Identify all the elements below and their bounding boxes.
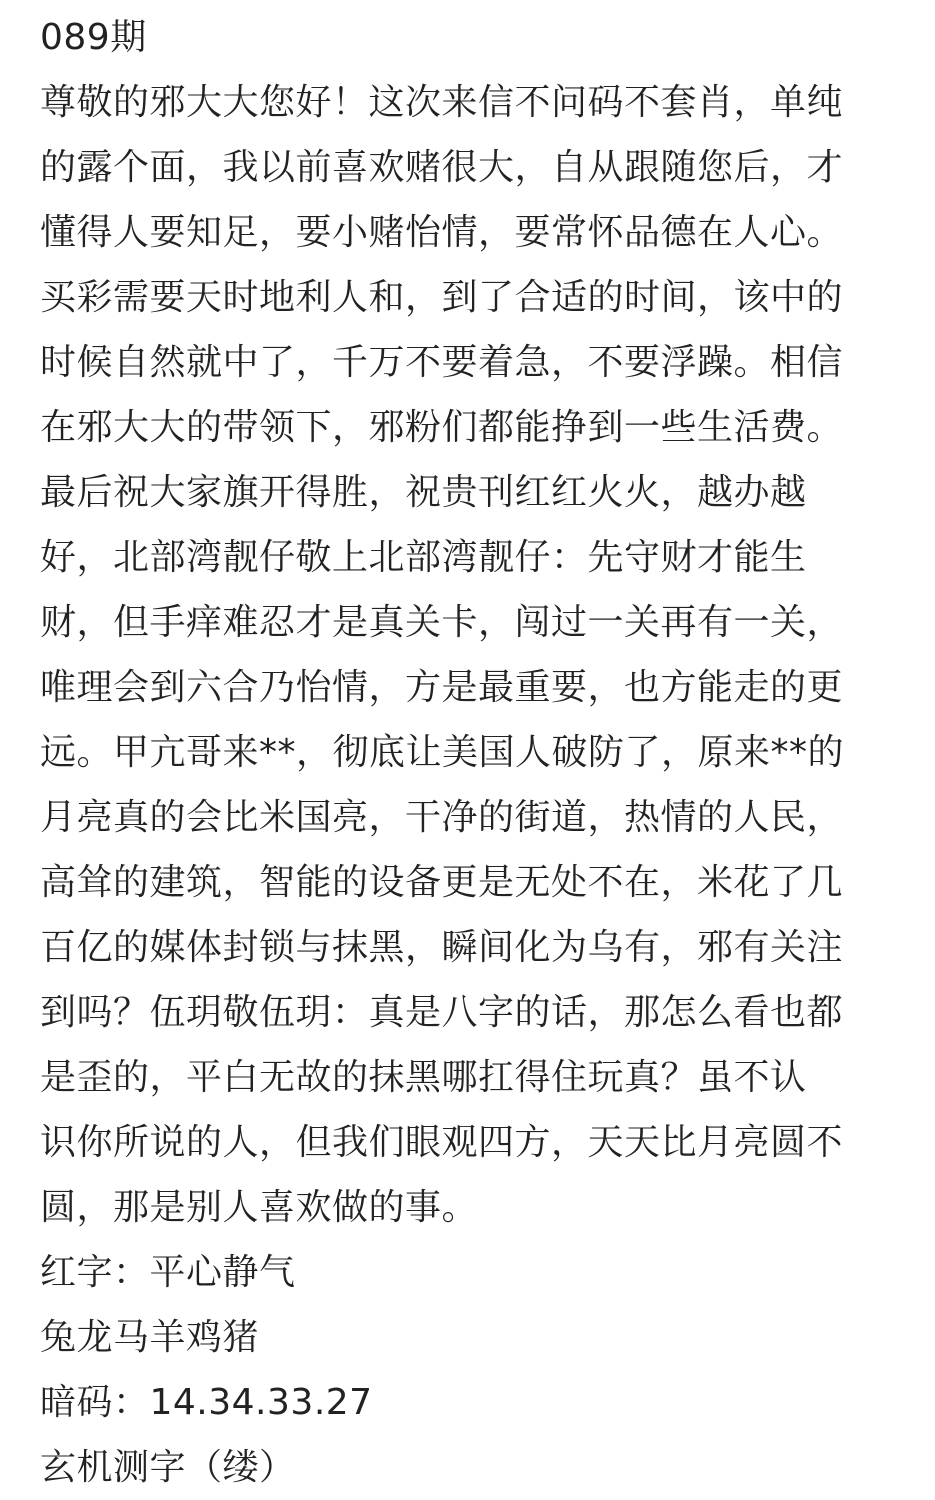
riddle-line: 玄机测字（缕） (40, 1447, 296, 1488)
body-line: 圆，那是别人喜欢做的事。 (40, 1187, 479, 1228)
body-line: 是歪的，平白无故的抹黑哪扛得住玩真？虽不认 (40, 1057, 807, 1098)
issue-number: 089期 (40, 17, 147, 58)
zodiacs-line: 兔龙马羊鸡猪 (40, 1317, 260, 1358)
body-line: 月亮真的会比米国亮，干净的街道，热情的人民， (40, 797, 844, 838)
body-line: 唯理会到六合乃怡情，方是最重要，也方能走的更 (40, 667, 844, 708)
body-line: 懂得人要知足，要小赌怡情，要常怀品德在人心。 (40, 212, 844, 253)
body-line: 到吗？伍玥敬伍玥：真是八字的话，那怎么看也都 (40, 992, 844, 1033)
body-line: 时候自然就中了，千万不要着急，不要浮躁。相信 (40, 342, 844, 383)
body-line: 高耸的建筑，智能的设备更是无处不在，米花了几 (40, 862, 844, 903)
body-line: 百亿的媒体封锁与抹黑，瞬间化为乌有，邪有关注 (40, 927, 844, 968)
body-line: 在邪大大的带领下，邪粉们都能挣到一些生活费。 (40, 407, 844, 448)
body-line: 尊敬的邪大大您好！这次来信不问码不套肖，单纯 (40, 82, 844, 123)
secret-code-line: 暗码：14.34.33.27 (40, 1382, 373, 1423)
red-text-line: 红字：平心静气 (40, 1252, 296, 1293)
body-line: 识你所说的人，但我们眼观四方，天天比月亮圆不 (40, 1122, 844, 1163)
body-line: 远。甲亢哥来**，彻底让美国人破防了，原来**的 (40, 732, 845, 773)
body-line: 财，但手痒难忍才是真关卡，闯过一关再有一关， (40, 602, 844, 643)
body-line: 最后祝大家旗开得胜，祝贵刊红红火火，越办越 (40, 472, 807, 513)
body-line: 好，北部湾靓仔敬上北部湾靓仔：先守财才能生 (40, 537, 807, 578)
body-line: 买彩需要天时地利人和，到了合适的时间，该中的 (40, 277, 844, 318)
body-line: 的露个面，我以前喜欢赌很大，自从跟随您后，才 (40, 147, 844, 188)
